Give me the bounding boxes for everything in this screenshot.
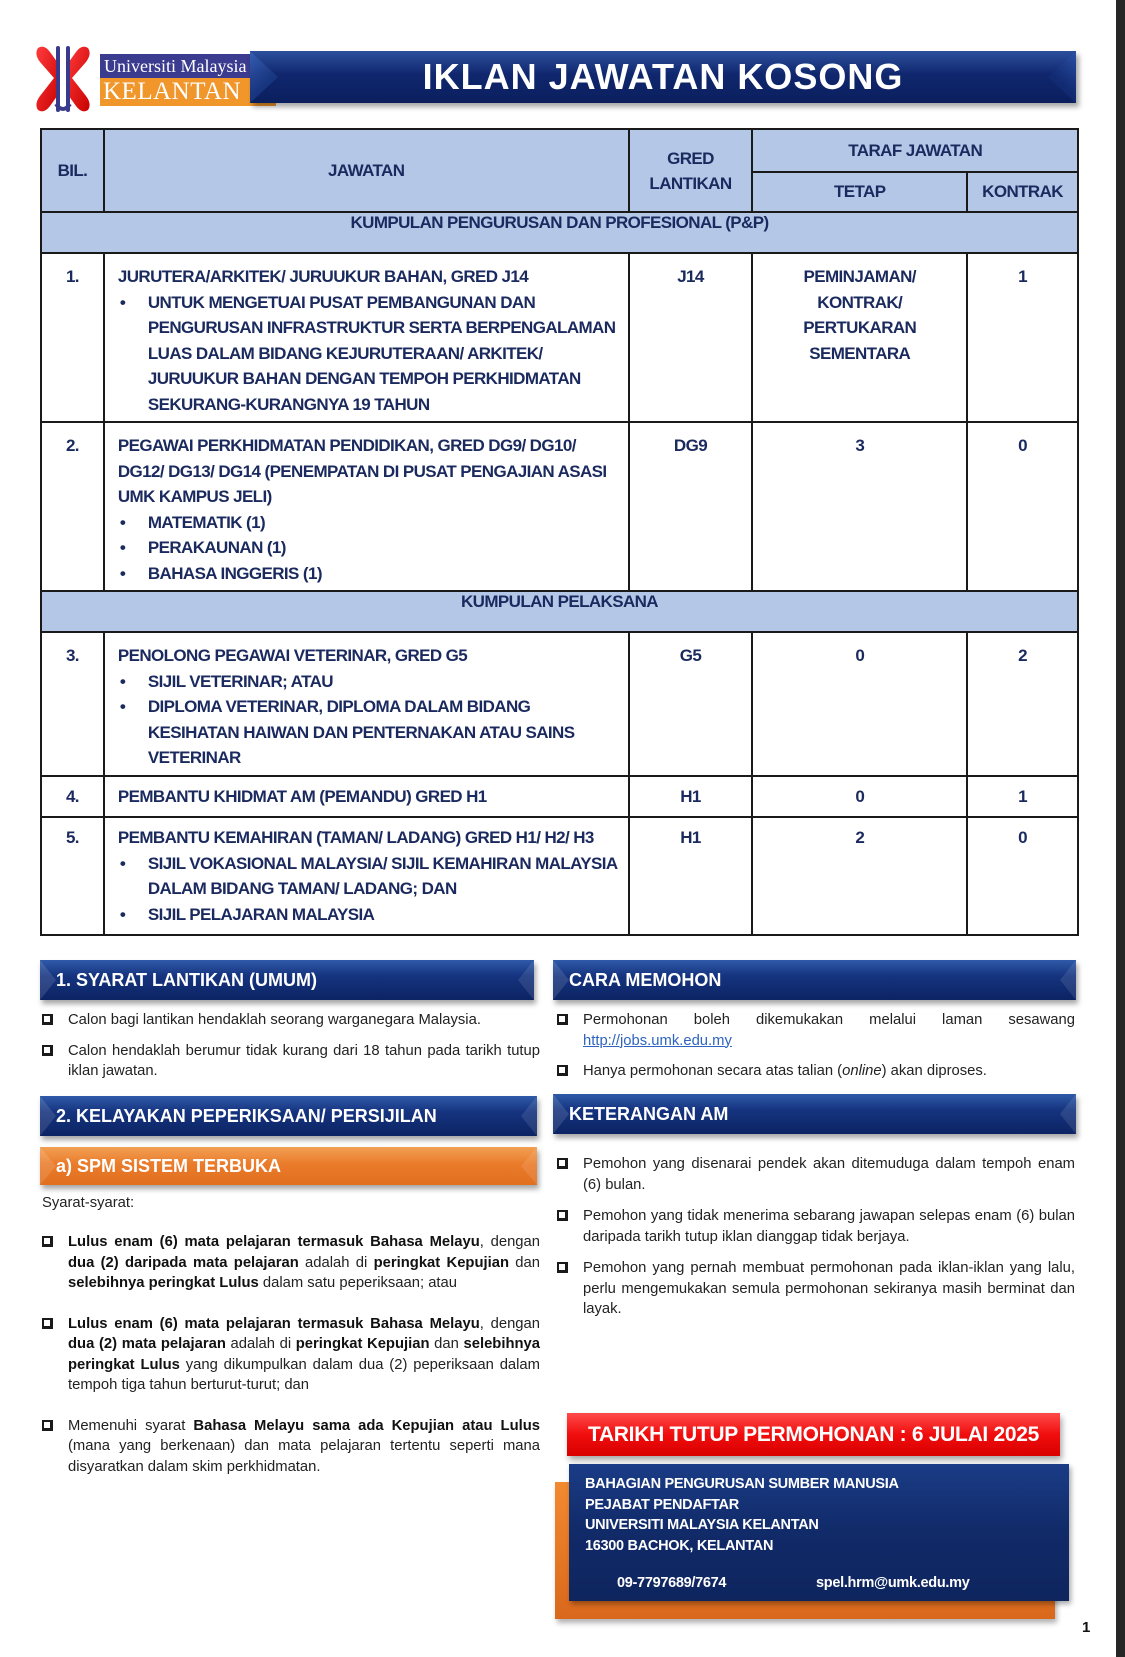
cell-bil: 1. bbox=[41, 253, 104, 422]
jobs-portal-link[interactable]: http://jobs.umk.edu.my bbox=[583, 1032, 732, 1049]
table-row bbox=[41, 817, 1078, 935]
subsection-header-spm bbox=[40, 1147, 537, 1185]
checklist-item bbox=[40, 1232, 540, 1294]
closing-date-banner bbox=[567, 1413, 1060, 1456]
requirement-item: • SIJIL VETERINAR; ATAU bbox=[118, 669, 620, 695]
checkbox-icon bbox=[42, 1420, 53, 1431]
umk-logo-mark-icon bbox=[32, 44, 94, 114]
job-title: PEGAWAI PERKHIDMATAN PENDIDIKAN, GRED DG9/ DG10/ DG12/ DG13/ DG14 (PENEMPATAN DI PUSAT PENGAJIAN ASASI UMK KAMPUS JELI) bbox=[117, 436, 607, 506]
checklist-item bbox=[555, 1258, 1075, 1320]
cell-gred: G5 bbox=[629, 632, 753, 776]
cell-tetap bbox=[752, 253, 967, 422]
requirement-item: • UNTUK MENGETUAI PUSAT PEMBANGUNAN DAN PENGURUSAN INFRASTRUKTUR SERTA BERPENGALAMAN LUAS DALAM BIDANG KEJURUTERAAN/ ARKITEK/ JURUUKUR BAHAN DENGAN TEMPOH PERKHIDMATAN SEKURANG-KURANGNYA 19 TAHUN bbox=[118, 290, 620, 418]
checkbox-icon bbox=[42, 1236, 53, 1247]
section-header-kelayakan bbox=[40, 1096, 537, 1136]
checkbox-icon bbox=[42, 1318, 53, 1329]
cell-kontrak: 1 bbox=[967, 253, 1078, 422]
text-run: , dengan bbox=[479, 1315, 540, 1332]
group-row bbox=[41, 212, 1078, 253]
cell-tetap: 2 bbox=[752, 817, 967, 935]
address-line: PEJABAT PENDAFTAR bbox=[585, 1496, 739, 1513]
text-run: dan bbox=[429, 1336, 464, 1352]
requirement-item: • SIJIL PELAJARAN MALAYSIA bbox=[118, 902, 620, 928]
cell-gred: H1 bbox=[629, 817, 753, 935]
job-requirements bbox=[118, 669, 620, 771]
kelayakan-list bbox=[40, 1232, 540, 1477]
requirement-item: • MATEMATIK (1) bbox=[118, 510, 620, 536]
checkbox-icon bbox=[42, 1014, 53, 1025]
title-banner bbox=[250, 51, 1076, 103]
header-kontrak: KONTRAK bbox=[967, 172, 1078, 212]
cell-tetap: 3 bbox=[752, 422, 967, 591]
group-title-pelaksana: KUMPULAN PELAKSANA bbox=[41, 591, 1078, 632]
cell-gred: H1 bbox=[629, 776, 753, 817]
contact-email[interactable]: spel.hrm@umk.edu.my bbox=[816, 1575, 970, 1591]
section-header-syarat-umum bbox=[40, 960, 534, 1000]
text-run: , dengan bbox=[479, 1234, 540, 1250]
cell-kontrak: 1 bbox=[967, 776, 1078, 817]
checkbox-icon bbox=[557, 1210, 568, 1221]
keterangan-am-list bbox=[555, 1154, 1075, 1320]
cell-tetap: 0 bbox=[752, 776, 967, 817]
requirement-item: • SIJIL VOKASIONAL MALAYSIA/ SIJIL KEMAHIRAN MALAYSIA DALAM BIDANG TAMAN/ LADANG; DAN bbox=[118, 851, 620, 902]
kelayakan-intro: Syarat-syarat: bbox=[42, 1195, 135, 1211]
requirement-item: • PERAKAUNAN (1) bbox=[118, 535, 620, 561]
item-text: Permohonan boleh dikemukakan melalui laman sesawang bbox=[583, 1012, 1075, 1028]
contact-phone: 09-7797689/7674 bbox=[617, 1575, 727, 1591]
section-title: 1. SYARAT LANTIKAN (UMUM) bbox=[56, 969, 317, 990]
section-title: KETERANGAN AM bbox=[569, 1103, 729, 1124]
cell-kontrak: 0 bbox=[967, 817, 1078, 935]
checklist-item bbox=[40, 1314, 540, 1396]
cell-jawatan bbox=[104, 253, 629, 422]
cell-jawatan bbox=[104, 776, 629, 817]
subsection-title: a) SPM SISTEM TERBUKA bbox=[56, 1155, 282, 1176]
job-requirements bbox=[118, 510, 620, 587]
logo-university-line: Universiti Malaysia bbox=[100, 54, 276, 78]
checkbox-icon bbox=[557, 1014, 568, 1025]
table-row bbox=[41, 253, 1078, 422]
text-run: adalah di bbox=[225, 1336, 296, 1352]
cell-jawatan bbox=[104, 422, 629, 591]
item-text: ) akan diproses. bbox=[881, 1063, 987, 1079]
checkbox-icon bbox=[42, 1045, 53, 1056]
cell-bil: 3. bbox=[41, 632, 104, 776]
vacancy-table bbox=[40, 128, 1079, 936]
item-text: Hanya permohonan secara atas talian ( bbox=[583, 1063, 843, 1079]
text-run: adalah di bbox=[298, 1254, 374, 1271]
cell-jawatan bbox=[104, 632, 629, 776]
header-taraf-jawatan: TARAF JAWATAN bbox=[752, 129, 1078, 172]
checklist-item bbox=[40, 1010, 540, 1031]
cara-memohon-list bbox=[555, 1010, 1075, 1082]
syarat-umum-list bbox=[40, 1010, 540, 1082]
cell-bil: 5. bbox=[41, 817, 104, 935]
cell-gred: J14 bbox=[629, 253, 753, 422]
cell-tetap: 0 bbox=[752, 632, 967, 776]
cell-bil: 2. bbox=[41, 422, 104, 591]
checklist-item bbox=[40, 1041, 540, 1082]
cell-jawatan bbox=[104, 817, 629, 935]
text-run: (mana yang berkenaan) dan mata pelajaran tertentu seperti mana disyaratkan dalam skim perkhidmatan. bbox=[68, 1438, 540, 1475]
item-text bbox=[68, 1234, 540, 1291]
section-header-keterangan-am bbox=[553, 1094, 1076, 1134]
cell-bil: 4. bbox=[41, 776, 104, 817]
page-number: 1 bbox=[1082, 1619, 1091, 1636]
tetap-value: PEMINJAMAN/ KONTRAK/ PERTUKARAN SEMENTARA bbox=[803, 267, 917, 363]
item-text: Calon hendaklah berumur tidak kurang dari 18 tahun pada tarikh tutup iklan jawatan. bbox=[68, 1042, 540, 1079]
bold-text-run: selebihnya peringkat Lulus bbox=[68, 1336, 540, 1373]
section-title: CARA MEMOHON bbox=[569, 969, 722, 990]
job-requirements bbox=[118, 290, 620, 418]
header-bil: BIL. bbox=[41, 129, 104, 212]
bold-text-run: Lulus enam (6) mata pelajaran termasuk Bahasa Melayu bbox=[68, 1234, 480, 1250]
item-text bbox=[68, 1418, 540, 1475]
item-text: Pemohon yang tidak menerima sebarang jawapan selepas enam (6) bulan daripada tarikh tutup iklan dianggap tidak berjaya. bbox=[583, 1208, 1075, 1245]
cell-gred: DG9 bbox=[629, 422, 753, 591]
bold-text-run: dua (2) daripada mata pelajaran bbox=[68, 1254, 299, 1271]
bold-text-run: dua (2) mata pelajaran bbox=[68, 1336, 226, 1352]
address-line: UNIVERSITI MALAYSIA KELANTAN bbox=[585, 1517, 819, 1533]
text-run: dalam satu peperiksaan; atau bbox=[258, 1275, 458, 1291]
bold-text-run: Lulus enam (6) mata pelajaran termasuk Bahasa Melayu bbox=[68, 1315, 480, 1332]
bold-text-run: peringkat Kepujian bbox=[373, 1254, 509, 1271]
text-run: yang dikumpulkan dalam dua (2) peperiksaan dalam tempoh tiga tahun berturut-turut; dan bbox=[68, 1356, 540, 1393]
item-text: Calon bagi lantikan hendaklah seorang warganegara Malaysia. bbox=[68, 1012, 481, 1028]
item-text-emphasis: online bbox=[842, 1063, 882, 1079]
bold-text-run: selebihnya peringkat Lulus bbox=[68, 1275, 259, 1291]
item-text: Pemohon yang disenarai pendek akan ditemuduga dalam tempoh enam (6) bulan. bbox=[583, 1156, 1075, 1193]
section-title: 2. KELAYAKAN PEPERIKSAAN/ PERSIJILAN bbox=[56, 1105, 437, 1126]
job-title: PEMBANTU KEMAHIRAN (TAMAN/ LADANG) GRED H1/ H2/ H3 bbox=[117, 828, 594, 847]
bold-text-run: peringkat Kepujian bbox=[295, 1336, 430, 1352]
job-title: JURUTERA/ARKITEK/ JURUUKUR BAHAN, GRED J14 bbox=[117, 267, 529, 286]
cell-kontrak: 0 bbox=[967, 422, 1078, 591]
requirement-item: • DIPLOMA VETERINAR, DIPLOMA DALAM BIDANG KESIHATAN HAIWAN DAN PENTERNAKAN ATAU SAINS VETERINAR bbox=[118, 694, 620, 771]
checkbox-icon bbox=[557, 1158, 568, 1169]
text-run: dan bbox=[509, 1254, 540, 1271]
address-box bbox=[569, 1464, 1069, 1601]
checklist-item bbox=[555, 1154, 1075, 1195]
header-jawatan: JAWATAN bbox=[104, 129, 629, 212]
text-run: Memenuhi syarat bbox=[68, 1417, 194, 1434]
checklist-item bbox=[555, 1010, 1075, 1051]
group-title-pnp: KUMPULAN PENGURUSAN DAN PROFESIONAL (P&P) bbox=[41, 212, 1078, 253]
bold-text-run: Bahasa Melayu sama ada Kepujian atau Lulus bbox=[193, 1417, 540, 1434]
address-line: 16300 BACHOK, KELANTAN bbox=[585, 1537, 774, 1554]
right-edge-bar bbox=[1116, 0, 1125, 1657]
umk-logo bbox=[32, 44, 247, 114]
item-text: Pemohon yang pernah membuat permohonan pada iklan-iklan yang lalu, perlu mengemukakan semula permohonan sekiranya masih berminat dan layak. bbox=[583, 1260, 1075, 1317]
job-title: PENOLONG PEGAWAI VETERINAR, GRED G5 bbox=[117, 646, 468, 665]
table-row bbox=[41, 422, 1078, 591]
item-text bbox=[68, 1316, 540, 1394]
header-tetap: TETAP bbox=[752, 172, 967, 212]
header-gred-lantikan: GRED LANTIKAN bbox=[629, 129, 753, 212]
requirement-item: • BAHASA INGGERIS (1) bbox=[118, 561, 620, 587]
page-title: IKLAN JAWATAN KOSONG bbox=[422, 56, 904, 97]
checklist-item bbox=[555, 1206, 1075, 1247]
job-title: PEMBANTU KHIDMAT AM (PEMANDU) GRED H1 bbox=[117, 787, 487, 806]
table-row bbox=[41, 776, 1078, 817]
checklist-item bbox=[40, 1416, 540, 1478]
checkbox-icon bbox=[557, 1262, 568, 1273]
address-line: BAHAGIAN PENGURUSAN SUMBER MANUSIA bbox=[585, 1476, 899, 1492]
section-header-cara-memohon bbox=[553, 960, 1076, 1000]
job-requirements bbox=[118, 851, 620, 928]
group-row bbox=[41, 591, 1078, 632]
cell-kontrak: 2 bbox=[967, 632, 1078, 776]
address-lines bbox=[585, 1474, 899, 1556]
logo-kelantan-line: KELANTAN bbox=[100, 78, 276, 106]
checklist-item bbox=[555, 1061, 1075, 1082]
closing-date-text: TARIKH TUTUP PERMOHONAN : 6 JULAI 2025 bbox=[587, 1422, 1040, 1446]
checkbox-icon bbox=[557, 1065, 568, 1076]
table-row bbox=[41, 632, 1078, 776]
